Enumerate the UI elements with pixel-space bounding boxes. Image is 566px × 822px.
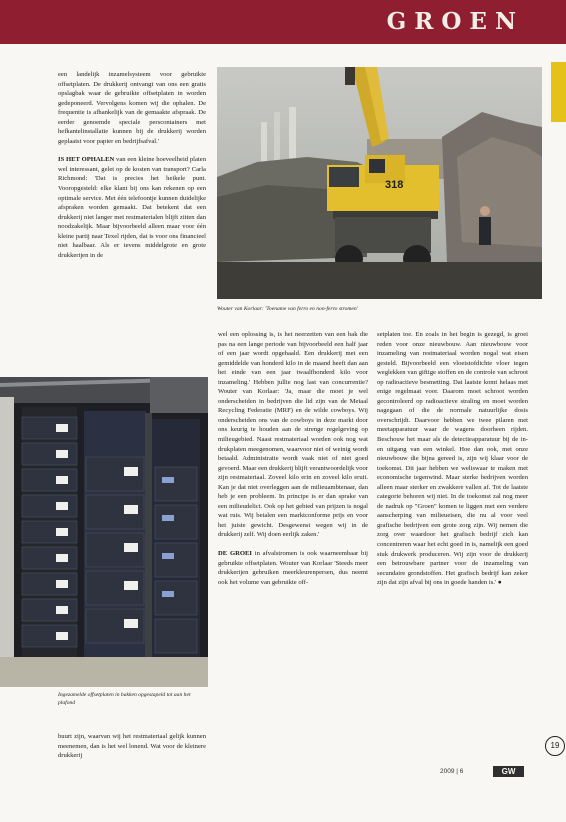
article-column-2 [218,330,368,766]
section-title: GROEN [386,8,524,35]
article-column-3 [377,330,528,766]
magazine-logo: GW [493,766,524,777]
photo-caption-excavator: Wouter van Korlaar: 'Toename van ferro en non-ferro stromen' [217,306,358,312]
machine-label: 318 [385,179,404,191]
paragraph: wel een oplossing is, is het neerzetten van een bak die pas na een lange periode van bijvoorbeeld een half jaar of een jaar wordt opgehaald. Een drukkerij met een gemiddelde van honderd kilo in de maand heeft dan aan het einde van een jaar twaalfhonderd kilo voor inzameling.' Hebben jullie nog last van concurrentie? Wouter van Korlaar: 'Ja, maar die moet je wel onderscheiden in bedrijven die lid zijn van de Metaal Recycling Federatie (MRF) en de wilde cowboys. Wij onderscheiden ons van de cowboys in deze markt door ons keurig te houden aan de strenge regelgeving op milieugebied. Naast restmateriaal worden ook nog wat drukplaten meegenomen, waarvoor niet of weinig wordt betaald. Administratie wordt vaak niet of niet goed gevoerd. Maar een drukkerij blijft verantwoordelijk voor zijn restmateriaal. Zoveel kilo erin en zoveel kilo eruit. Kan je dat niet overleggen aan de milieuambtenaar, dan heb je een probleem. In principe is er dan sprake van een milieudelict. Ook op het gebied van prijzen is nogal wat ruis. Wij betalen een marktconforme prijs en voor het juiste gewicht. Desgewenst wegen wij in de drukkerij zelf. Wij doen eerlijk zaken.' [218,331,368,539]
photo-excavator [217,67,542,299]
paragraph: een landelijk inzamelsysteem voor gebruikte offsetplaten. De drukkerij ontvangt van ons een gratis opslagbak waar de gebruikte offsetplaten in worden gedeponeerd. Vervolgens komen wij die ophalen. De frequentie is afhankelijk van de gemaakte afspraak. De eerder genoemde speciale perscontainers met hefkantelinstallatie kunnen bij de drukkerij worden geplaatst voor papier en bedrijfsafval.' [58,71,206,145]
photo-excavator-image [217,67,542,299]
paragraph: buurt zijn, waarvan wij het restmateriaal gelijk kunnen meenemen, dan is het wel lonend. Wat voor de kleinere drukkerij [58,733,206,760]
issue-number: 2009 | 6 [440,768,464,775]
end-mark: ● [497,579,502,587]
paragraph-lead: DE GROEI [218,550,252,558]
yellow-edge-marker [551,62,566,122]
paragraph: setplaten toe. En zoals in het begin is gezegd, is groei reden voor onze nieuwbouw. Aan nieuwbouw voor inzameling van restmateriaal worden nogal wat eisen gesteld. Bijvoorbeeld een vloeistofdichte vloer tegen weglekken van giftige stoffen en de controle van schroot op radioactieve besmetting. Dat laatste komt helaas met enige regelmaat voor. Daarom moet schroot worden gecontroleerd op radioactieve straling en moet worden nagegaan of die de normale natuurlijke dosis overschrijdt. Daarvoor hebben we twee pilaren met meetapparatuur waar de wagens doorheen rijden. Beschouw het maar als de detectieapparatuur bij de in- en uitgang van een winkel. Hoe dan ook, met onze nieuwbouw die bijna gereed is, zijn wij klaar voor de toekomst. Dit jaar hebben we weliswaar te maken met economische tegenwind. Maar sterke bedrijven worden alleen maar sterker en zwakkere vallen af. Tot de laatste categorie behoren wij niet. In de toekomst zal nog meer de nadruk op "Groen" komen te liggen met een verdere aanscherping van milieueisen, die nu al voor veel grafische bedrijven een grote zorg zijn. Wij nemen die zorg over waardoor het grafisch bedrijf zich kan concentreren waar het echt goed in is, namelijk een goed stuk drukwerk produceren. Wij zijn voor de drukkerij een betrouwbare partner voor de inzameling van secundaire grondstoffen. Het grafisch bedrijf kan zeker zijn dat zijn afval bij ons in goede handen is.' ● [377,331,528,587]
photo-plate-stacks-image [0,377,208,687]
paragraph-lead: IS HET OPHALEN [58,156,115,164]
page-number: 19 [545,736,565,756]
photo-caption-plate-stacks: Ingezamelde offsetplaten in bakken opgestapeld tot aan het plafond [58,692,191,706]
paragraph: DE GROEI in afvalstromen is ook waarneembaar bij gebruikte offsetplaten. Wouter van Korlaar 'Steeds meer drukkerijen gebruiken meerkleurenpersen, dus neemt ook het volume van gebruikte off- [218,550,368,586]
photo-plate-stacks [0,377,208,687]
paragraph: IS HET OPHALEN van een kleine hoeveelheid platen wel interessant, gelet op de kosten van transport? Carla Richmond: 'Dat is precies het heikele punt. Vooropgesteld: elke klant bij ons kan rekenen op een optimale service. Met één telefoontje kunnen duidelijke afspraken worden gemaakt. Dat betekent dat een drukkerij niet langer met restmaterialen blijft zitten dan noodzakelijk. Maar bijvoorbeeld alleen maar voor één kleine partij naar Texel rijden, dat is voor ons financieel niet haalbaar. Als er tevens middelgrote en grote drukkerijen in de [58,156,206,259]
article-column-1-bottom [58,732,206,764]
article-column-1-top [58,70,206,374]
